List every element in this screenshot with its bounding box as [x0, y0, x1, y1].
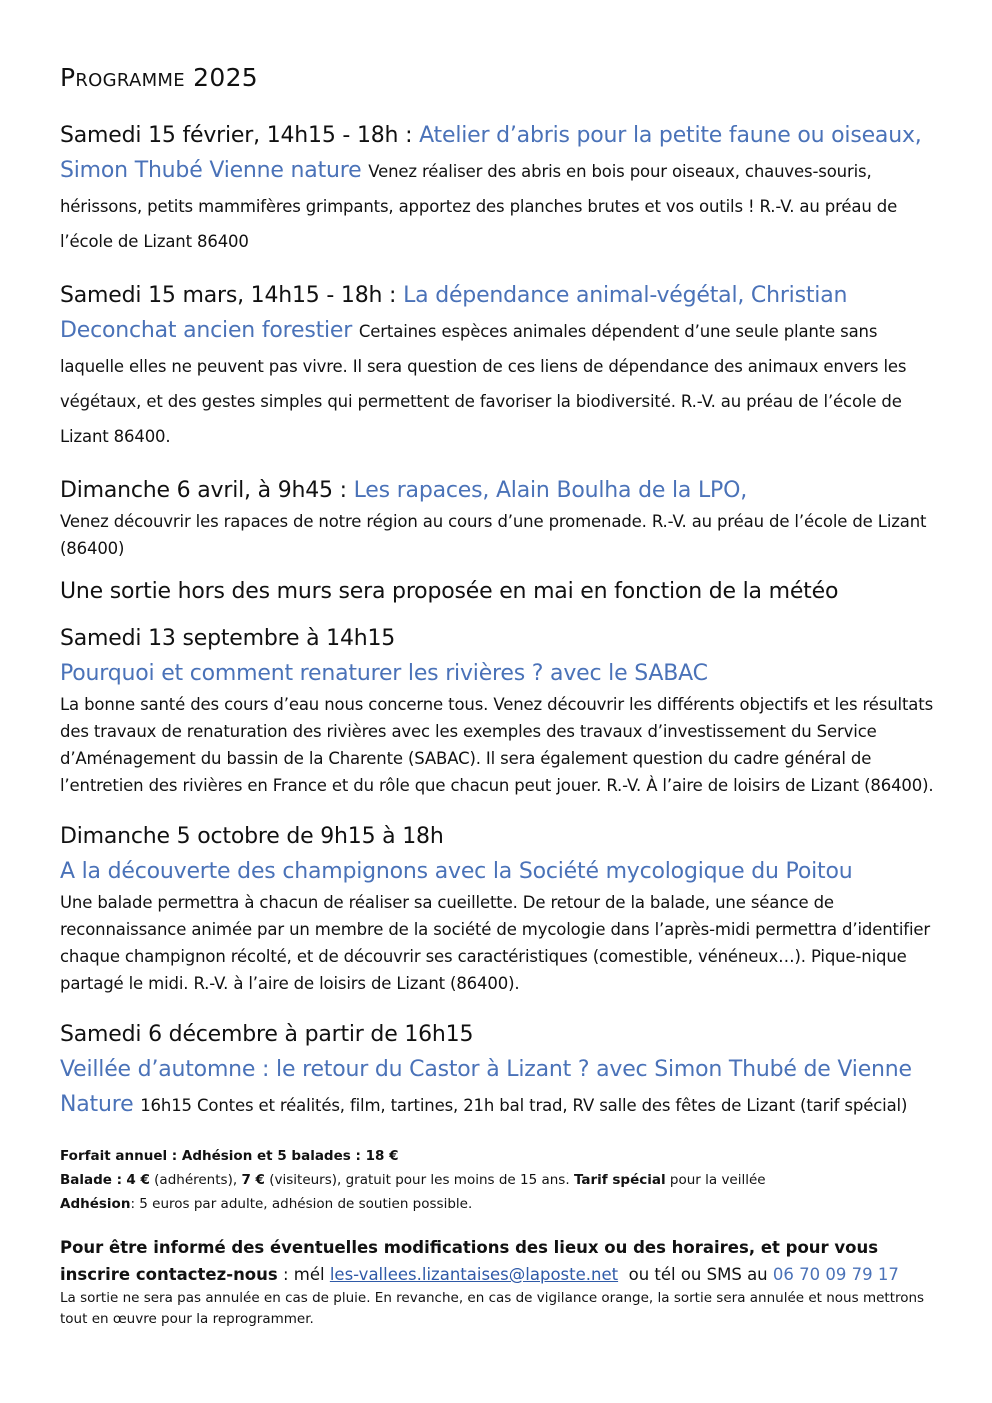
- event-description: Venez réaliser des abris en bois pour oiseaux, chauves-souris, hérissons, petits mammifères grimpants, apportez des planches brutes et vos outils ! R.-V. au préau de l’école de Lizant 86400: [60, 162, 898, 251]
- event-date: Dimanche 6 avril, à 9h45 :: [60, 478, 347, 503]
- event-date: Samedi 15 février, 14h15 - 18h :: [60, 123, 413, 148]
- event-october: [60, 819, 940, 997]
- membership-line: Adhésion: 5 euros par adulte, adhésion de soutien possible.: [60, 1196, 473, 1212]
- may-outing-notice: Une sortie hors des murs sera proposée en mai en fonction de la météo: [60, 579, 839, 604]
- event-date: Samedi 15 mars, 14h15 - 18h :: [60, 283, 397, 308]
- event-description: 16h15 Contes et réalités, film, tartines, 21h bal trad, RV salle des fêtes de Lizant (tarif spécial): [140, 1096, 908, 1115]
- event-topic: A la découverte des champignons avec la Société mycologique du Poitou: [60, 859, 853, 884]
- event-topic: Atelier d’abris pour la petite faune ou oiseaux, Simon Thubé Vienne nature: [60, 123, 922, 183]
- rain-notice: La sortie ne sera pas annulée en cas de pluie. En revanche, en cas de vigilance orange, la sortie sera annulée et nous mettrons tout en œuvre pour la reprogrammer.: [60, 1290, 925, 1327]
- contact-intro: Pour être informé des éventuelles modifications des lieux ou des horaires, et pour vous inscrire contactez-nous: [60, 1238, 879, 1284]
- event-february: [60, 118, 940, 258]
- email-link[interactable]: les-vallees.lizantaises@laposte.net: [329, 1265, 619, 1284]
- event-september: [60, 621, 940, 799]
- event-topic: Veillée d’automne : le retour du Castor à Lizant ? avec Simon Thubé de Vienne Nature: [60, 1057, 912, 1117]
- event-topic: La dépendance animal-végétal, Christian Deconchat ancien forestier: [60, 283, 848, 343]
- phone-number[interactable]: 06 70 09 79 17: [772, 1265, 899, 1284]
- event-topic: Pourquoi et comment renaturer les rivières ? avec le SABAC: [60, 661, 708, 686]
- event-march: [60, 278, 940, 453]
- event-description: Venez découvrir les rapaces de notre région au cours d’une promenade. R.-V. au préau de l’école de Lizant (86400): [60, 512, 927, 558]
- page-title: Programme 2025: [60, 63, 258, 92]
- event-date: Dimanche 5 octobre de 9h15 à 18h: [60, 824, 444, 849]
- fees-section: [60, 1144, 940, 1216]
- event-date: Samedi 6 décembre à partir de 16h15: [60, 1022, 474, 1047]
- event-date: Samedi 13 septembre à 14h15: [60, 626, 396, 651]
- programme-page: [60, 60, 940, 1330]
- event-description: La bonne santé des cours d’eau nous concerne tous. Venez découvrir les différents objectifs et les résultats des travaux de renaturation des rivières avec les exemples des travaux d’investissement du Service d’Aménagement du bassin de la Charente (SABAC). Il sera également question du cadre général de l’entretien des rivières en France et du rôle que chacun peut jouer. R.-V. À l’aire de loisirs de Lizant (86400).: [60, 695, 934, 795]
- event-description: Certaines espèces animales dépendent d’une seule plante sans laquelle elles ne peuvent pas vivre. Il sera question de ces liens de dépendance des animaux envers les végétaux, et des gestes simples qui permettent de favoriser la biodiversité. R.-V. au préau de l’école de Lizant 86400.: [60, 322, 907, 446]
- annual-package: Forfait annuel : Adhésion et 5 balades : 18 €: [60, 1148, 399, 1164]
- walk-price-line: Balade : 4 € (adhérents), 7 € (visiteurs), gratuit pour les moins de 15 ans. Tarif spécial pour la veillée: [60, 1172, 766, 1188]
- event-description: Une balade permettra à chacun de réaliser sa cueillette. De retour de la balade, une séance de reconnaissance animée par un membre de la société de mycologie dans l’après-midi permettra d’identifier chaque champignon récolté, et de découvrir ses caractéristiques (comestible, vénéneux…). Pique-nique partagé le midi. R.-V. à l’aire de loisirs de Lizant (86400).: [60, 893, 931, 993]
- contact-section: Pour être informé des éventuelles modifications des lieux ou des horaires, et pour vous inscrire contactez-nous : mél les-vallees.lizantaises@laposte.net ou tél ou SMS au 06 70 09 79 17 La sortie ne sera pas annulée en cas de pluie. En revanche, en cas de vigilance orange, la sortie sera annulée et nous mettrons tout en œuvre pour la reprogrammer.: [60, 1234, 940, 1330]
- event-april: [60, 473, 940, 562]
- event-december: [60, 1017, 940, 1122]
- event-topic: Les rapaces, Alain Boulha de la LPO,: [353, 478, 747, 503]
